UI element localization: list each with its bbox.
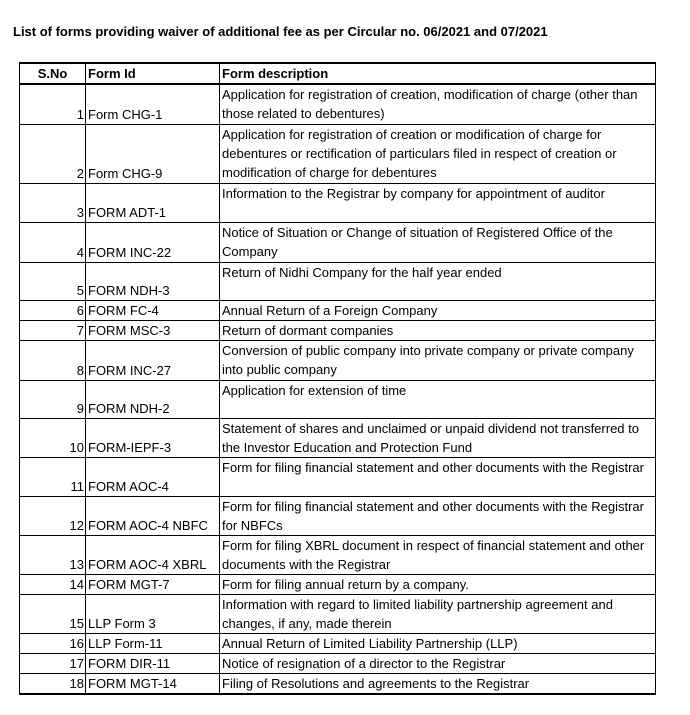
table-row: [20, 458, 656, 497]
cell-form-description: Information with regard to limited liability partnership agreement and changes, if any, made therein: [220, 595, 656, 634]
cell-sno: 18: [20, 674, 86, 695]
cell-form-id: Form CHG-1: [86, 84, 220, 125]
cell-form-id: FORM AOC-4: [86, 458, 220, 497]
cell-form-id: FORM INC-27: [86, 341, 220, 381]
table-row: [20, 84, 656, 125]
table-row: [20, 184, 656, 223]
cell-form-id: FORM NDH-2: [86, 381, 220, 419]
cell-form-id: FORM-IEPF-3: [86, 419, 220, 458]
table-row: [20, 263, 656, 301]
table-row: [20, 654, 656, 674]
cell-sno: 3: [20, 184, 86, 223]
table-row: [20, 301, 656, 321]
table-row: [20, 536, 656, 575]
cell-sno: 4: [20, 223, 86, 263]
page-title: List of forms providing waiver of additional fee as per Circular no. 06/2021 and 07/2021: [13, 24, 548, 39]
cell-sno: 2: [20, 125, 86, 184]
cell-form-description: Return of dormant companies: [220, 321, 656, 341]
table-row: [20, 321, 656, 341]
table-row: [20, 419, 656, 458]
cell-form-id: FORM AOC-4 NBFC: [86, 497, 220, 536]
cell-form-description: Form for filing annual return by a company.: [220, 575, 656, 595]
cell-form-id: FORM MGT-14: [86, 674, 220, 695]
table-row: [20, 381, 656, 419]
cell-form-description: Statement of shares and unclaimed or unpaid dividend not transferred to the Investor Education and Protection Fund: [220, 419, 656, 458]
cell-form-id: FORM MGT-7: [86, 575, 220, 595]
header-sno: S.No: [20, 63, 86, 84]
table-row: [20, 575, 656, 595]
cell-form-description: Notice of resignation of a director to the Registrar: [220, 654, 656, 674]
cell-form-id: FORM NDH-3: [86, 263, 220, 301]
cell-form-description: Application for registration of creation or modification of charge for debentures or rectification of particulars filed in respect of creation or modification of charge for debentures: [220, 125, 656, 184]
cell-form-description: Annual Return of Limited Liability Partnership (LLP): [220, 634, 656, 654]
header-form-description: Form description: [220, 63, 656, 84]
cell-sno: 10: [20, 419, 86, 458]
forms-table: [19, 62, 656, 695]
table-row: [20, 125, 656, 184]
cell-form-description: Application for extension of time: [220, 381, 656, 419]
cell-form-id: FORM DIR-11: [86, 654, 220, 674]
cell-sno: 16: [20, 634, 86, 654]
cell-sno: 13: [20, 536, 86, 575]
table-row: [20, 674, 656, 695]
table-row: [20, 497, 656, 536]
cell-form-description: Notice of Situation or Change of situation of Registered Office of the Company: [220, 223, 656, 263]
cell-sno: 17: [20, 654, 86, 674]
cell-sno: 15: [20, 595, 86, 634]
cell-form-description: Form for filing financial statement and other documents with the Registrar for NBFCs: [220, 497, 656, 536]
cell-form-id: LLP Form 3: [86, 595, 220, 634]
cell-form-description: Information to the Registrar by company for appointment of auditor: [220, 184, 656, 223]
cell-sno: 6: [20, 301, 86, 321]
table-row: [20, 634, 656, 654]
cell-sno: 7: [20, 321, 86, 341]
cell-sno: 11: [20, 458, 86, 497]
cell-form-description: Form for filing XBRL document in respect of financial statement and other documents with the Registrar: [220, 536, 656, 575]
cell-form-id: FORM MSC-3: [86, 321, 220, 341]
table-header-row: [20, 63, 656, 84]
table-body: [20, 84, 656, 694]
cell-sno: 9: [20, 381, 86, 419]
cell-form-id: Form CHG-9: [86, 125, 220, 184]
cell-sno: 14: [20, 575, 86, 595]
table-row: [20, 595, 656, 634]
table-row: [20, 223, 656, 263]
cell-form-description: Application for registration of creation, modification of charge (other than those related to debentures): [220, 84, 656, 125]
cell-form-description: Filing of Resolutions and agreements to the Registrar: [220, 674, 656, 695]
cell-sno: 8: [20, 341, 86, 381]
cell-form-id: FORM INC-22: [86, 223, 220, 263]
cell-form-id: LLP Form-11: [86, 634, 220, 654]
cell-form-description: Conversion of public company into private company or private company into public company: [220, 341, 656, 381]
cell-form-id: FORM ADT-1: [86, 184, 220, 223]
cell-form-id: FORM FC-4: [86, 301, 220, 321]
cell-sno: 12: [20, 497, 86, 536]
cell-sno: 5: [20, 263, 86, 301]
cell-form-description: Annual Return of a Foreign Company: [220, 301, 656, 321]
cell-form-description: Return of Nidhi Company for the half year ended: [220, 263, 656, 301]
cell-form-description: Form for filing financial statement and other documents with the Registrar: [220, 458, 656, 497]
cell-form-id: FORM AOC-4 XBRL: [86, 536, 220, 575]
cell-sno: 1: [20, 84, 86, 125]
table-row: [20, 341, 656, 381]
header-form-id: Form Id: [86, 63, 220, 84]
